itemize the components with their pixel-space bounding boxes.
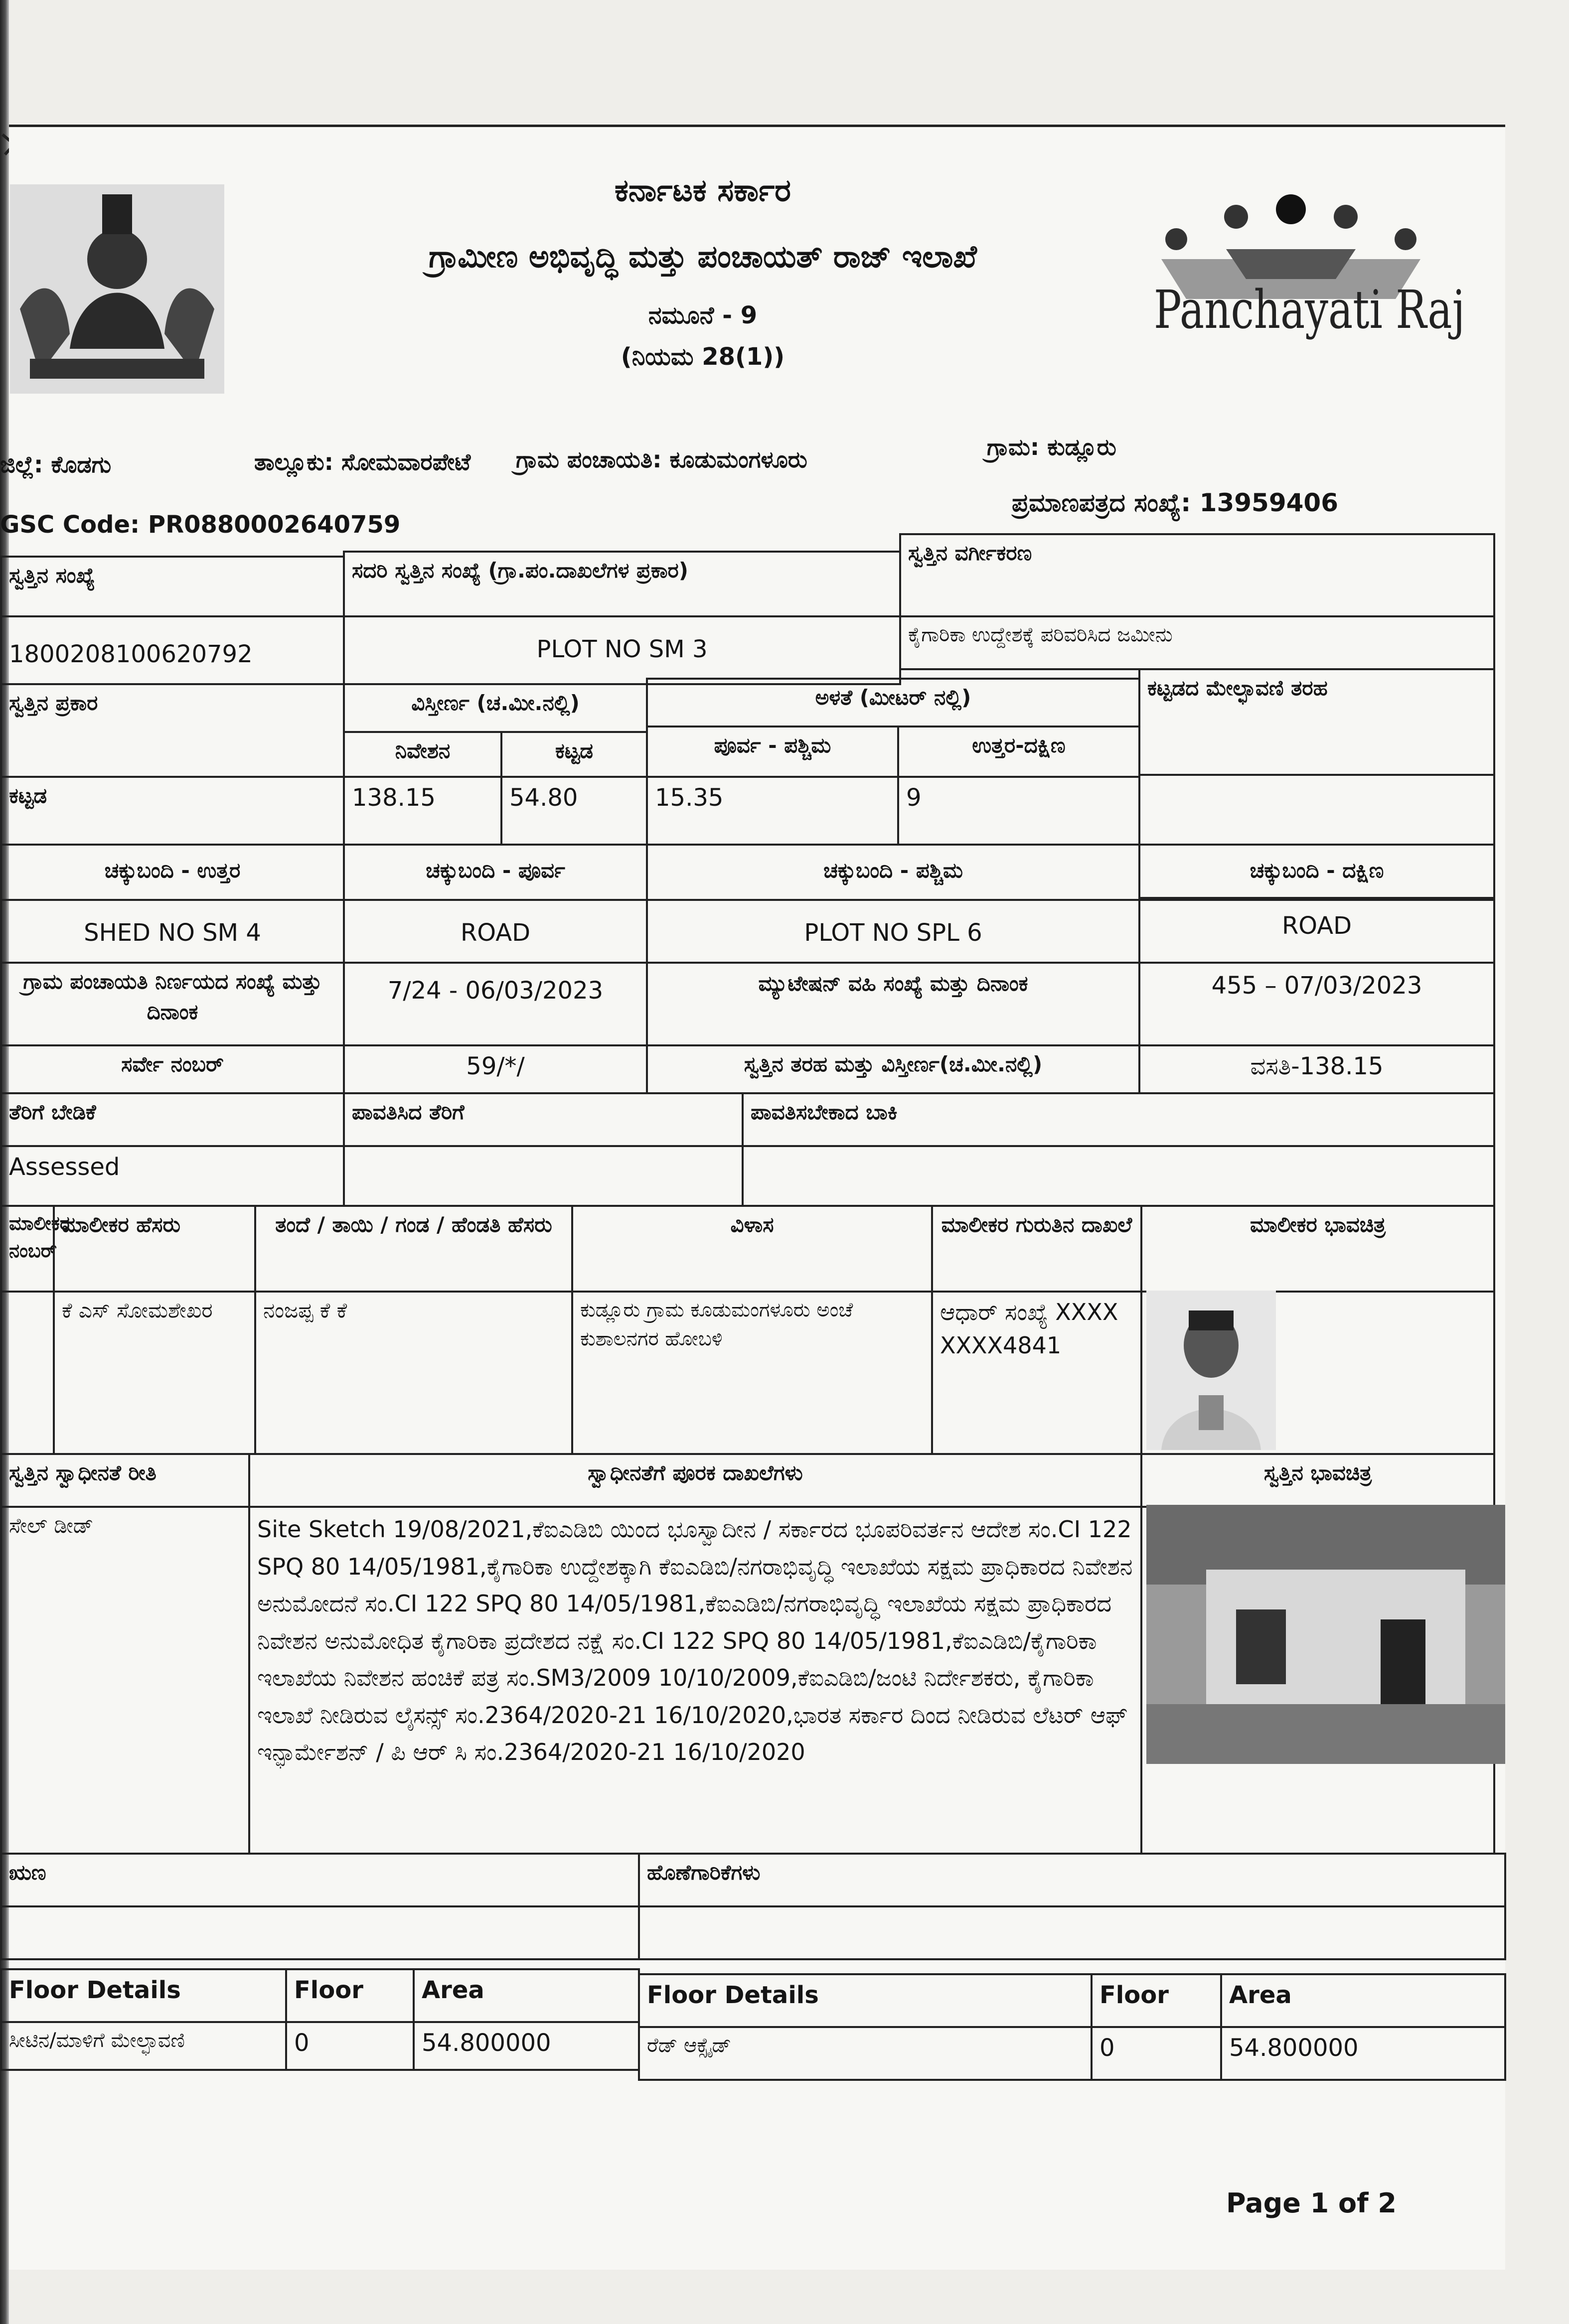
east-west-value: 15.35 <box>646 776 899 846</box>
right-floor-details: ರೆಡ್ ಆಕ್ಸೈಡ್ <box>638 2026 1093 2081</box>
mutation-label: ಮ್ಯುಟೇಷನ್ ವಹಿ ಸಂಖ್ಯೆ ಮತ್ತು ದಿನಾಂಕ <box>646 962 1140 1046</box>
boundary-north-value: SHED NO SM 4 <box>0 899 345 964</box>
panchayati-raj-logo-text: Panchayati Raj <box>1154 279 1465 340</box>
left-floor-value: 0 <box>285 2021 415 2071</box>
property-id-value: 1800208100620792 <box>0 615 345 685</box>
ownership-docs-value: Site Sketch 19/08/2021,ಕೆಐಎಡಿಬಿ ಯಿಂದ ಭೂಸ್ವಾದೀನ / ಸರ್ಕಾರದ ಭೂಪರಿವರ್ತನ ಆದೇಶ ಸಂ.CI 122 SPQ 80 14/05/1981,ಕೈಗಾರಿಕಾ ಉದ್ದೇಶಕ್ಕಾಗಿ ಕೆಐಎಡಿಬಿ/ನಗರಾಭಿವೃದ್ಧಿ ಇಲಾಖೆಯ ಸಕ್ಷಮ ಪ್ರಾಧಿಕಾರದ ನಿವೇಶನ ಅನುಮೋದನೆ ಸಂ.CI 122 SPQ 80 14/05/1981,ಕೆಐಎಡಿಬಿ/ನಗರಾಭಿವೃದ್ಧಿ ಇಲಾಖೆಯ ಸಕ್ಷಮ ಪ್ರಾಧಿಕಾರದ ನಿವೇಶನ ಅನುಮೋಧಿತ ಕೈಗಾರಿಕಾ ಪ್ರದೇಶದ ನಕ್ಷೆ ಸಂ.CI 122 SPQ 80 14/05/1981,ಕೆಐಎಡಿಬಿ/ಕೈಗಾರಿಕಾ ಇಲಾಖೆಯ ನಿವೇಶನ ಹಂಚಿಕೆ ಪತ್ರ ಸಂ.SM3/2009 10/10/2009,ಕೆಐಎಡಿಬಿ/ಜಂಟಿ ನಿರ್ದೇಶಕರು, ಕೈಗಾರಿಕಾ ಇಲಾಖೆ ನೀಡಿರುವ ಲೈಸನ್ಸ್ ಸಂ.2364/2020-21 16/10/2020,ಭಾರತ ಸರ್ಕಾರ ದಿಂದ ನೀಡಿರುವ ಲೆಟರ್ ಆಫ್ ಇನ್ಫಾರ್ಮೇಶನ್ / ಪಿ ಆರ್ ಸಿ ಸಂ.2364/2020-21 16/10/2020 <box>248 1506 1142 1855</box>
left-area-header: Area <box>413 1968 640 2023</box>
gram-panchayat: ಗ್ರಾಮ ಪಂಚಾಯತಿ: ಕೂಡುಮಂಗಳೂರು <box>516 446 807 473</box>
owner-relation-header: ತಂದೆ / ತಾಯಿ / ಗಂಡ / ಹೆಂಡತಿ ಹೆಸರು <box>254 1205 573 1293</box>
north-south-label: ಉತ್ತರ-ದಕ್ಷಿಣ <box>897 726 1140 778</box>
survey-label: ಸರ್ವೇ ನಂಬರ್ <box>0 1044 345 1094</box>
owner-relation-name: ನಂಜಪ್ಪ ಕೆ ಕೆ <box>254 1291 573 1455</box>
certificate-number: ಪ್ರಮಾಣಪತ್ರದ ಸಂಖ್ಯೆ: 13959406 <box>1012 488 1338 517</box>
boundary-west-value: PLOT NO SPL 6 <box>646 899 1140 964</box>
site-area-value: 138.15 <box>343 776 502 846</box>
department-title: ಗ್ರಾಮೀಣ ಅಭಿವೃದ್ಧಿ ಮತ್ತು ಪಂಚಾಯತ್ ರಾಜ್ ಇಲಾಖೆ <box>429 238 977 275</box>
liabilities-label: ಹೊಣೆಗಾರಿಕೆಗಳು <box>638 1853 1506 1907</box>
district: ಜಿಲ್ಲೆ: ಕೊಡಗು <box>0 451 112 478</box>
property-type-label: ಸ್ವತ್ತಿನ ಪ್ರಕಾರ <box>0 683 345 778</box>
karnataka-emblem-icon <box>10 184 224 394</box>
type-area-value: ವಸತಿ-138.15 <box>1138 1044 1495 1094</box>
site-area-label: ನಿವೇಶನ <box>343 731 502 778</box>
building-area-label: ಕಟ್ಟಡ <box>500 731 648 778</box>
left-floor-details: ಸೀಟಿನ/ಮಾಳಿಗೆ ಮೇಲ್ಛಾವಣಿ <box>0 2021 287 2071</box>
form-number: ನಮೂನೆ - 9 <box>648 301 758 329</box>
rule-reference: (ನಿಯಮ 28(1)) <box>621 343 785 371</box>
east-west-label: ಪೂರ್ವ - ಪಶ್ಚಿಮ <box>646 726 899 778</box>
survey-value: 59/*/ <box>343 1044 648 1094</box>
resolution-label: ಗ್ರಾಮ ಪಂಚಾಯತಿ ನಿರ್ಣಯದ ಸಂಖ್ಯೆ ಮತ್ತು ದಿನಾಂಕ <box>0 962 345 1046</box>
boundary-east-label: ಚಕ್ಕುಬಂದಿ - ಪೂರ್ವ <box>343 844 648 901</box>
owner-id-document: ಆಧಾರ್ ಸಂಖ್ಯೆ XXXXXXXX4841 <box>931 1291 1142 1455</box>
property-id-label: ಸ್ವತ್ತಿನ ಸಂಖ್ಯೆ <box>0 556 345 617</box>
north-south-value: 9 <box>897 776 1140 846</box>
boundary-south-value: ROAD <box>1138 897 1495 964</box>
owner-address: ಕುಡ್ಲೂರು ಗ್ರಾಮ ಕೂಡುಮಂಗಳೂರು ಅಂಚೆ ಕುಶಾಲನಗರ ಹೋಬಳಿ <box>571 1291 933 1455</box>
property-number-value: PLOT NO SM 3 <box>343 615 901 685</box>
ownership-method-value: ಸೇಲ್ ಡೀಡ್ <box>0 1506 250 1855</box>
property-photo-label: ಸ್ವತ್ತಿನ ಭಾವಚಿತ್ರ <box>1140 1453 1495 1508</box>
owner-photo-image <box>1146 1291 1276 1450</box>
type-area-label: ಸ್ವತ್ತಿನ ತರಹ ಮತ್ತು ವಿಸ್ತೀರ್ಣ(ಚ.ಮೀ.ನಲ್ಲಿ) <box>646 1044 1140 1094</box>
right-floor-details-header: Floor Details <box>638 1973 1093 2028</box>
owner-photo-header: ಮಾಲೀಕರ ಭಾವಚಿತ್ರ <box>1140 1205 1495 1293</box>
state-title: ಕರ್ನಾಟಕ ಸರ್ಕಾರ <box>615 172 791 208</box>
owner-number-header: ಮಾಲೀಕರ ನಂಬರ್ <box>0 1205 55 1293</box>
mutation-value: 455 – 07/03/2023 <box>1138 962 1495 1046</box>
boundary-south-label: ಚಕ್ಕುಬಂದಿ - ದಕ್ಷಿಣ <box>1138 844 1495 901</box>
owner-id-header: ಮಾಲೀಕರ ಗುರುತಿನ ದಾಖಲೆ <box>931 1205 1142 1293</box>
property-photo-image <box>1146 1505 1505 1764</box>
owner-name-header: ಮಾಲೀಕರ ಹೆಸರು <box>53 1205 256 1293</box>
tax-demand-value: Assessed <box>0 1145 345 1207</box>
boundary-west-label: ಚಕ್ಕುಬಂದಿ - ಪಶ್ಚಿಮ <box>646 844 1140 901</box>
right-area-header: Area <box>1220 1973 1506 2028</box>
owner-number-cell <box>0 1291 55 1455</box>
left-floor-header: Floor <box>285 1968 415 2023</box>
taluk: ತಾಲ್ಲೂಕು: ಸೋಮವಾರಪೇಟೆ <box>254 448 471 475</box>
liabilities-value <box>638 1905 1506 1960</box>
page-number: Page 1 of 2 <box>1226 2187 1397 2219</box>
tax-paid-value <box>343 1145 744 1207</box>
building-area-value: 54.80 <box>500 776 648 846</box>
area-label: ವಿಸ್ತೀರ್ಣ (ಚ.ಮೀ.ನಲ್ಲಿ) <box>343 683 648 733</box>
owner-name: ಕೆ ಎಸ್ ಸೋಮಶೇಖರ <box>53 1291 256 1455</box>
property-type-value: ಕಟ್ಟಡ <box>0 776 345 846</box>
encumbrance-label: ಋಣ <box>0 1853 640 1907</box>
village: ಗ್ರಾಮ: ಕುಡ್ಲೂರು <box>987 434 1116 460</box>
tax-due-label: ಪಾವತಿಸಬೇಕಾದ ಬಾಕಿ <box>742 1092 1495 1147</box>
boundary-east-value: ROAD <box>343 899 648 964</box>
left-area-value: 54.800000 <box>413 2021 640 2071</box>
tax-demand-label: ತೆರಿಗೆ ಬೇಡಿಕೆ <box>0 1092 345 1147</box>
ownership-method-label: ಸ್ವತ್ತಿನ ಸ್ವಾಧೀನತೆ ರೀತಿ <box>0 1453 250 1508</box>
left-floor-details-header: Floor Details <box>0 1968 287 2023</box>
property-number-label: ಸದರಿ ಸ್ವತ್ತಿನ ಸಂಖ್ಯೆ (ಗ್ರಾ.ಪಂ.ದಾಖಲೆಗಳ ಪ್ರಕಾರ) <box>343 551 901 617</box>
tax-due-value <box>742 1145 1495 1207</box>
right-floor-value: 0 <box>1091 2026 1222 2081</box>
resolution-value: 7/24 - 06/03/2023 <box>343 962 648 1046</box>
property-class-value: ಕೈಗಾರಿಕಾ ಉದ್ದೇಶಕ್ಕೆ ಪರಿವರಿಸಿದ ಜಮೀನು <box>899 615 1495 670</box>
gsc-code: GSC Code: PR0880002640759 <box>0 511 401 539</box>
ownership-docs-label: ಸ್ವಾಧೀನತೆಗೆ ಪೂರಕ ದಾಖಲೆಗಳು <box>248 1453 1142 1508</box>
roof-type-label: ಕಟ್ಟಡದ ಮೇಲ್ಛಾವಣಿ ತರಹ <box>1138 668 1495 776</box>
encumbrance-value <box>0 1905 640 1960</box>
property-class-label: ಸ್ವತ್ತಿನ ವರ್ಗೀಕರಣ <box>899 533 1495 617</box>
owner-address-header: ವಿಳಾಸ <box>571 1205 933 1293</box>
dimension-label: ಅಳತೆ (ಮೀಟರ್ ನಲ್ಲಿ) <box>646 678 1140 727</box>
boundary-north-label: ಚಕ್ಕುಬಂದಿ - ಉತ್ತರ <box>0 844 345 901</box>
tax-paid-label: ಪಾವತಿಸಿದ ತೆರಿಗೆ <box>343 1092 744 1147</box>
right-area-value: 54.800000 <box>1220 2026 1506 2081</box>
roof-type-value <box>1138 774 1495 846</box>
right-floor-header: Floor <box>1091 1973 1222 2028</box>
